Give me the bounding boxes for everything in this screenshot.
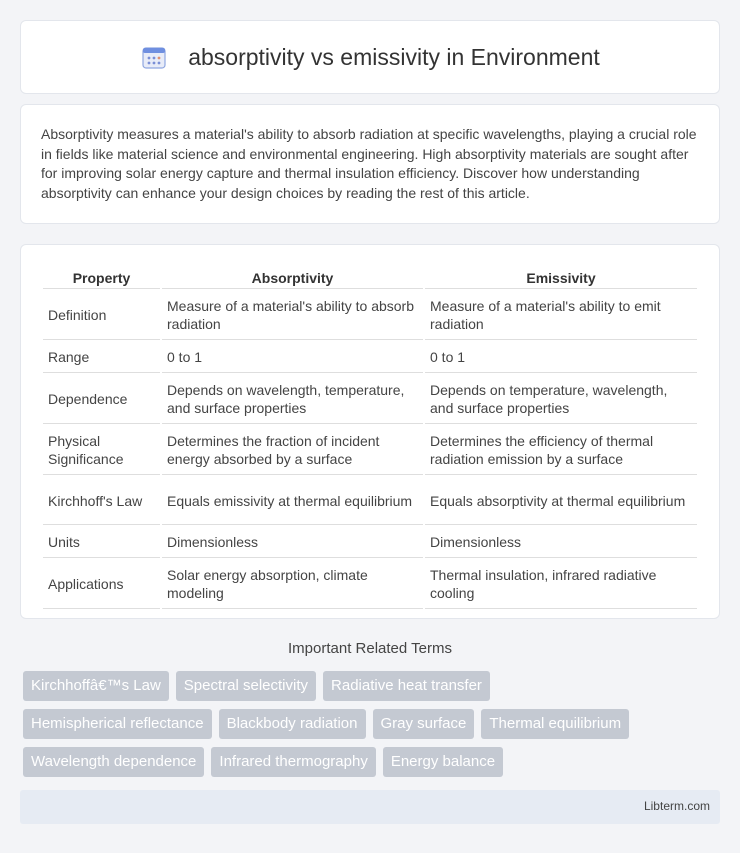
tag-row (23, 709, 723, 739)
tag-row (23, 747, 723, 777)
related-term-tag[interactable]: Radiative heat transfer (323, 671, 490, 701)
header-property: Property (43, 267, 160, 289)
table-header-row (43, 267, 697, 289)
cell-absorptivity: Equals emissivity at thermal equilibrium (162, 477, 423, 525)
cell-emissivity: Determines the efficiency of thermal radiation emission by a surface (425, 426, 697, 475)
related-term-tag[interactable]: Gray surface (373, 709, 475, 739)
related-term-tag[interactable]: Wavelength dependence (23, 747, 204, 777)
related-term-tag[interactable]: Energy balance (383, 747, 503, 777)
cell-absorptivity: Depends on wavelength, temperature, and surface properties (162, 375, 423, 424)
tag-row (23, 671, 723, 701)
table-row (43, 527, 697, 558)
related-term-tag[interactable]: Thermal equilibrium (481, 709, 629, 739)
calendar-icon (140, 43, 168, 71)
cell-property: Units (43, 527, 160, 558)
header-emissivity: Emissivity (425, 267, 697, 289)
table-row (43, 375, 697, 424)
table-row (43, 342, 697, 373)
cell-property: Range (43, 342, 160, 373)
related-term-tag[interactable]: Infrared thermography (211, 747, 375, 777)
intro-paragraph: Absorptivity measures a material's ability to absorb radiation at specific wavelengths, playing a crucial role in fields like material science and environmental engineering. High absorptivity materials are sought after for improving solar energy capture and thermal insulation efficiency. Discover how understanding absorptivity can enhance your design choices by reading the rest of this article. (41, 126, 697, 201)
cell-emissivity: 0 to 1 (425, 342, 697, 373)
cell-absorptivity: Solar energy absorption, climate modeling (162, 560, 423, 609)
cell-absorptivity: Dimensionless (162, 527, 423, 558)
footer-bar (20, 790, 720, 824)
related-term-tag[interactable]: Kirchhoffâ€™s Law (23, 671, 169, 701)
cell-emissivity: Dimensionless (425, 527, 697, 558)
cell-absorptivity: Measure of a material's ability to absorb radiation (162, 291, 423, 340)
footer-site-link[interactable]: Libterm.com (643, 799, 710, 813)
table-row (43, 560, 697, 609)
cell-property: Definition (43, 291, 160, 340)
related-terms-heading: Important Related Terms (288, 640, 452, 657)
related-term-tag[interactable]: Blackbody radiation (219, 709, 366, 739)
table-row (43, 477, 697, 525)
cell-emissivity: Thermal insulation, infrared radiative cooling (425, 560, 697, 609)
intro-card (20, 104, 720, 224)
cell-emissivity: Measure of a material's ability to emit radiation (425, 291, 697, 340)
title-card (20, 20, 720, 94)
cell-property: Dependence (43, 375, 160, 424)
cell-property: Physical Significance (43, 426, 160, 475)
page-title: absorptivity vs emissivity in Environment (188, 43, 600, 70)
comparison-table (41, 265, 699, 611)
related-term-tag[interactable]: Hemispherical reflectance (23, 709, 212, 739)
cell-absorptivity: Determines the fraction of incident energy absorbed by a surface (162, 426, 423, 475)
cell-emissivity: Depends on temperature, wavelength, and surface properties (425, 375, 697, 424)
header-absorptivity: Absorptivity (162, 267, 423, 289)
related-term-tag[interactable]: Spectral selectivity (176, 671, 316, 701)
table-row (43, 426, 697, 475)
cell-emissivity: Equals absorptivity at thermal equilibrium (425, 477, 697, 525)
table-row (43, 291, 697, 340)
related-terms (23, 671, 723, 785)
cell-absorptivity: 0 to 1 (162, 342, 423, 373)
cell-property: Kirchhoff's Law (43, 477, 160, 525)
cell-property: Applications (43, 560, 160, 609)
comparison-card (20, 244, 720, 619)
